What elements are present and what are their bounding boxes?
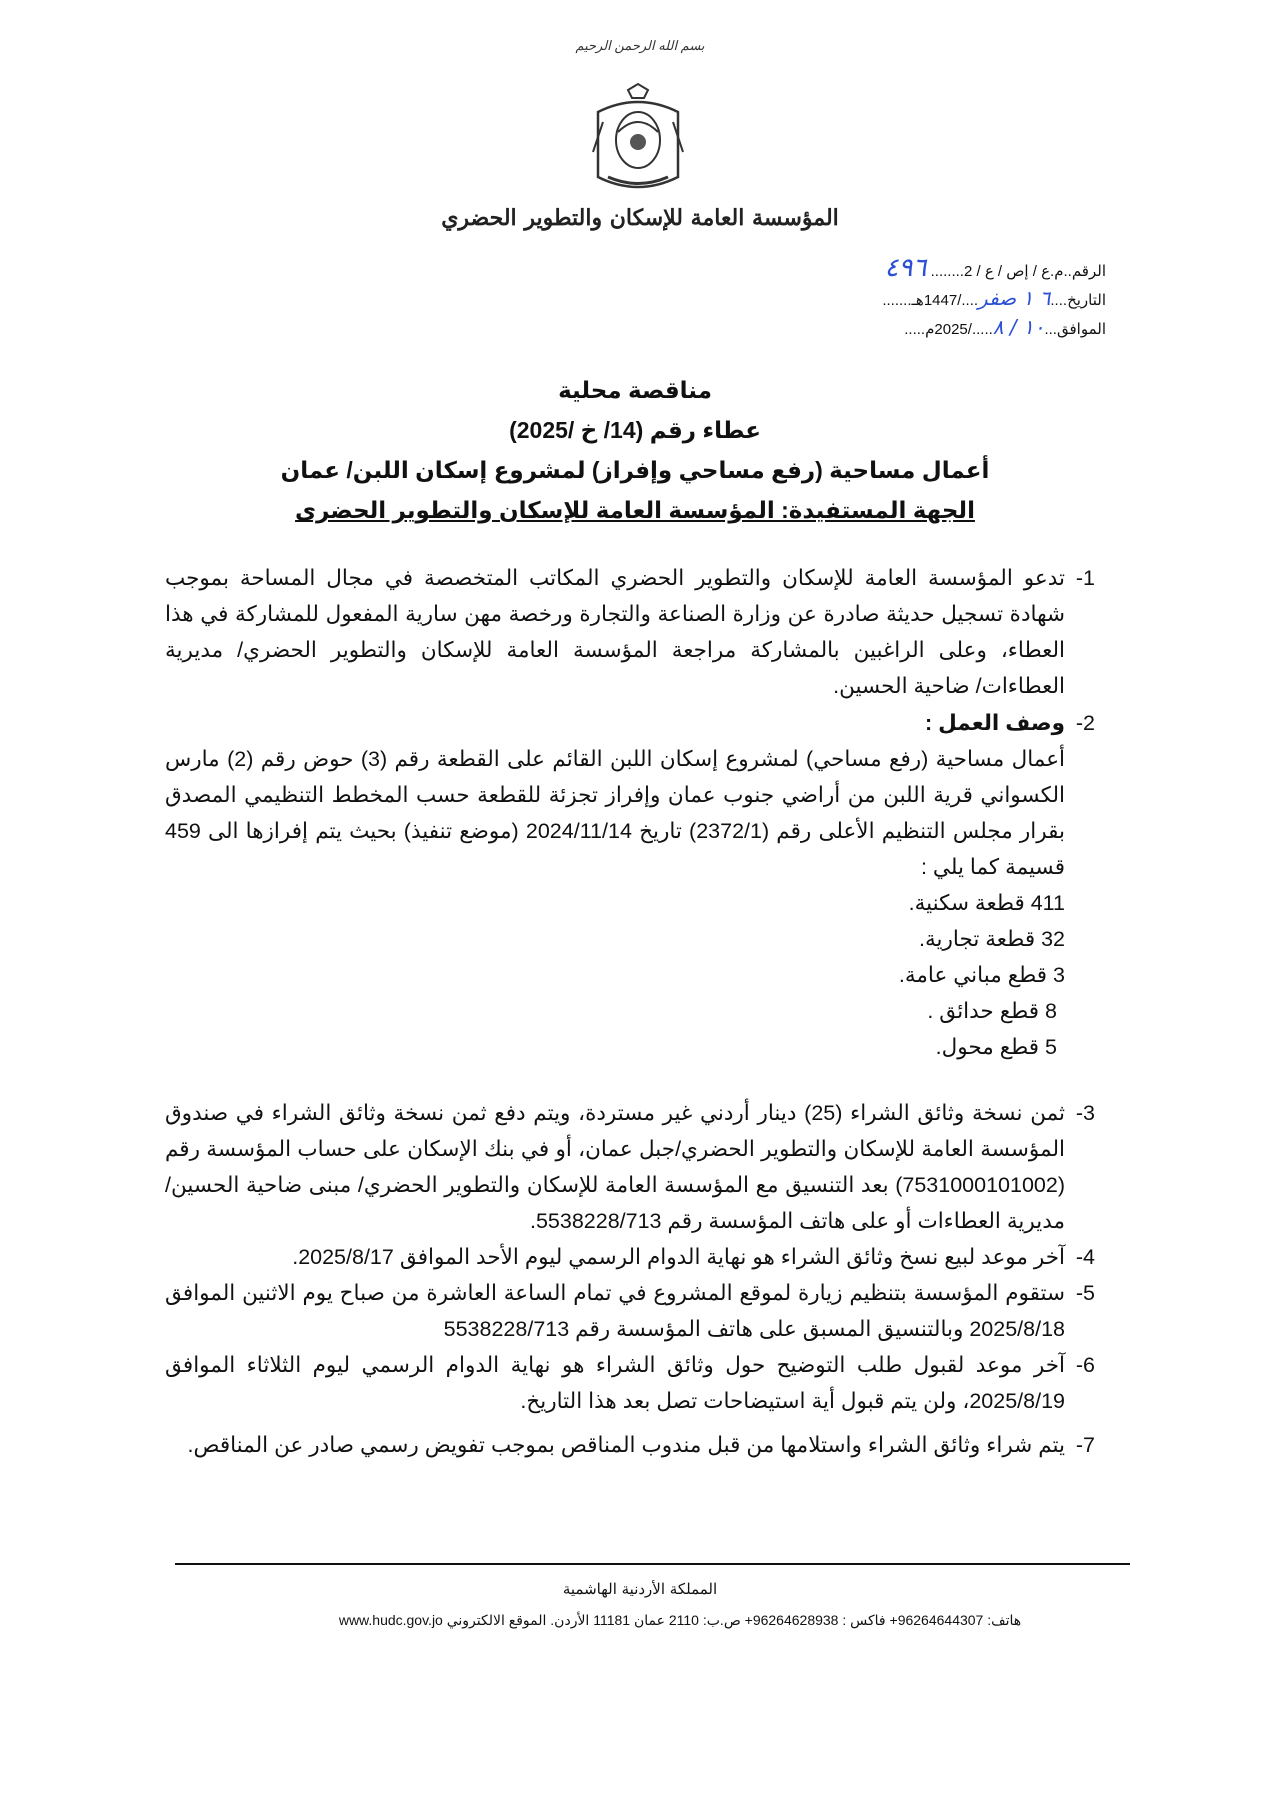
items-3-7 <box>165 1095 1095 1463</box>
parcel-list <box>165 885 1095 1065</box>
handwritten-date: ٦ ١ صفر <box>978 286 1051 310</box>
item-2: 2- وصف العمل : أعمال مساحية (رفع مساحي) لمشروع إسكان اللبن القائم على القطعة رقم (3) حوض رقم (2) مارس الكسواني قرية اللبن من أراضي جنوب عمان وإفراز تجزئة للقطعة حسب المخطط التنظيمي المصدق بقرار مجلس التنظيم الأعلى رقم (2372/1) تاريخ 2024/11/14 (موضع تنفيذ) بحيث يتم إفرازها الى 459 قسيمة كما يلي : 411 قطعة سكنية. 32 قطعة تجارية. 3 قطع مباني عامة. 8 قطع حدائق . 5 قطع محول. <box>165 705 1095 1065</box>
handwritten-corresponding-date: ١٠ / ٨ <box>992 315 1045 339</box>
title-block <box>200 370 1070 530</box>
list-item: 8 قطع حدائق . <box>927 999 1057 1023</box>
item-5: 5- ستقوم المؤسسة بتنظيم زيارة لموقع المشروع في تمام الساعة العاشرة من صباح يوم الاثنين الموافق 2025/8/18 وبالتنسيق المسبق على هاتف المؤسسة رقم 5538228/713 <box>165 1281 1095 1341</box>
item-7: 7- يتم شراء وثائق الشراء واستلامها من قبل مندوب المناقص بموجب تفويض رسمي صادر عن المناقص. <box>187 1433 1095 1457</box>
list-item: 3 قطع مباني عامة. <box>898 963 1065 987</box>
reference-date-row: التاريخ....٦ ١ صفر..../1447هـ....... <box>882 286 1106 310</box>
footer-contact: هاتف: 96264644307+ فاكس : 96264628938+ ص.ب: 2110 عمان 11181 الأردن. الموقع الالكتروني www.hudc.gov.jo <box>338 1612 1022 1628</box>
list-item: 5 قطع محول. <box>935 1035 1057 1059</box>
item-3: 3- ثمن نسخة وثائق الشراء (25) دينار أردني غير مستردة، ويتم دفع ثمن نسخة وثائق الشراء في صندوق المؤسسة العامة للإسكان والتطوير الحضري/جبل عمان، أو في بنك الإسكان على حساب المؤسسة رقم (7531000101002) بعد التنسيق مع المؤسسة العامة للإسكان والتطوير الحضري/ مبنى ضاحية الحسين/ مديرية العطاءات أو على هاتف المؤسسة رقم 5538228/713. <box>165 1101 1095 1233</box>
handwritten-number: ٤٩٦ <box>884 253 927 283</box>
tender-type: مناقصة محلية <box>558 377 712 403</box>
tender-subject: أعمال مساحية (رفع مساحي وإفراز) لمشروع إسكان اللبن/ عمان <box>280 457 990 483</box>
reference-number-row: الرقم..م.ع / إص / ع / 2........ ٤٩٦ <box>884 253 1106 283</box>
reference-corresponding-row: الموافق...١٠ / ٨...../2025م..... <box>904 315 1106 339</box>
reference-block <box>882 255 1106 343</box>
organization-name: المؤسسة العامة للإسكان والتطوير الحضري <box>441 205 839 231</box>
footer-country: المملكة الأردنية الهاشمية <box>562 1580 718 1598</box>
work-description: أعمال مساحية (رفع مساحي) لمشروع إسكان اللبن القائم على القطعة رقم (3) حوض رقم (2) مارس الكسواني قرية اللبن من أراضي جنوب عمان وإفراز تجزئة للقطعة حسب المخطط التنظيمي المصدق بقرار مجلس التنظيم الأعلى رقم (2372/1) تاريخ 2024/11/14 (موضع تنفيذ) بحيث يتم إفرازها الى 459 قسيمة كما يلي : <box>165 747 1065 879</box>
reference-number: م.ع / إص / ع / 2 <box>963 263 1064 280</box>
item-6: 6- آخر موعد لقبول طلب التوضيح حول وثائق الشراء هو نهاية الدوام الرسمي ليوم الثلاثاء الموافق 2025/8/19، ولن يتم قبول أية استيضاحات تصل بعد هذا التاريخ. <box>165 1353 1095 1413</box>
item-4: 4- آخر موعد لبيع نسخ وثائق الشراء هو نهاية الدوام الرسمي ليوم الأحد الموافق 2025/8/17. <box>292 1245 1095 1269</box>
coat-of-arms-icon <box>578 82 698 202</box>
basmala: بسم الله الرحمن الرحيم <box>575 38 705 53</box>
list-item: 32 قطعة تجارية. <box>919 927 1065 951</box>
footer-divider <box>175 1563 1130 1565</box>
tender-number: عطاء رقم (14/ خ /2025) <box>509 417 761 443</box>
item-1: 1- تدعو المؤسسة العامة للإسكان والتطوير الحضري المكاتب المتخصصة في مجال المساحة بموجب شهادة تسجيل حديثة صادرة عن وزارة الصناعة والتجارة ورخصة مهن سارية المفعول للمشاركة في هذا العطاء، وعلى الراغبين بالمشاركة مراجعة المؤسسة العامة للإسكان والتطوير الحضري/ مديرية العطاءات/ ضاحية الحسين. <box>165 566 1095 698</box>
item-2-heading: وصف العمل : <box>924 711 1065 735</box>
list-item: 411 قطعة سكنية. <box>908 891 1065 915</box>
beneficiary: الجهة المستفيدة: المؤسسة العامة للإسكان والتطوير الحضرى <box>295 497 975 523</box>
